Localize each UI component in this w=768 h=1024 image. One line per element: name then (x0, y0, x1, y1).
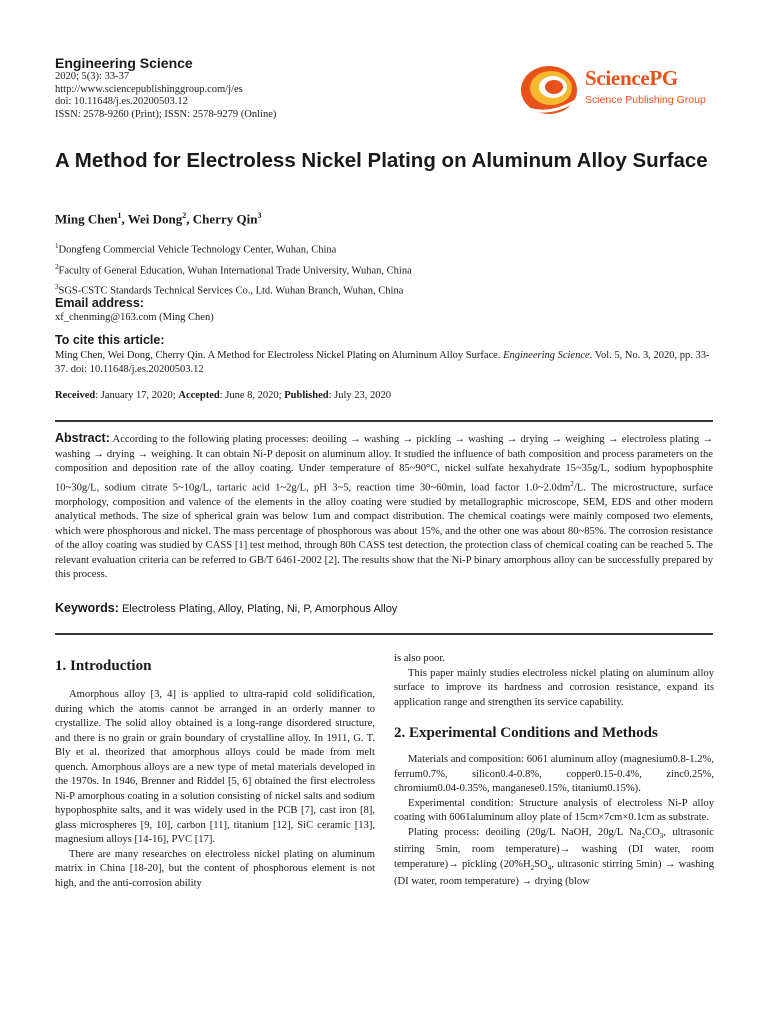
paragraph: There are many researches on electroless nickel plating on aluminum matrix in China [18-20], but the content of phosphorous element is not high, and the anti-corrosion ability (55, 848, 375, 889)
affiliation-sup: 3 (55, 283, 59, 291)
journal-doi: doi: 10.11648/j.es.20200503.12 (55, 96, 188, 107)
paragraph-part: , ultrasonic stirring 5min) → washing (DI water, room temperature) → drying (blow (394, 858, 714, 888)
paragraph: is also poor. (394, 653, 445, 664)
journal-issn: ISSN: 2578-9260 (Print); ISSN: 2578-9279 (Online) (55, 108, 277, 120)
abstract (55, 431, 713, 583)
section-heading: 2. Experimental Conditions and Methods (394, 725, 658, 741)
author-sup: 1 (117, 211, 122, 220)
abstract-sup: 2 (570, 479, 574, 488)
author-sup: 2 (182, 211, 187, 220)
paragraph-part: CO (645, 826, 660, 838)
author-name: Cherry Qin (192, 211, 258, 227)
logo-brand: SciencePG (585, 66, 678, 90)
section-heading: 1. Introduction (55, 658, 152, 674)
keywords (55, 601, 713, 615)
abstract-text: /L. The microstructure, surface morphology, composition and valence of the elements in the alloy coating were studied by metallographic microscope, SEM, EDS and other modern analytical methods. The size of spherical grain was below 1um and compact distribution. The chemical coatings were mainly composed two elements, which were phosphorous and nickel. The mass percentage of phosphorous was about 15%, and the other one was about 80~85%. The corrosion resistance of the alloy coating was studied by CASS [1] test method, through 80h CASS test detection, the protection class of chemical coating can be reached 5. The relevant evaluation criteria can be referred to GB/T 6461-2002 [2]. The results show that the Ni-P binary amorphous alloy can be successfully prepared by this process. (55, 482, 713, 581)
email-address[interactable]: xf_chenming@163.com (Ming Chen) (55, 312, 214, 323)
affiliation-text: SGS-CSTC Standards Technical Services Co., Ltd. Wuhan Branch, Wuhan, China (58, 285, 404, 297)
divider (55, 420, 713, 422)
accepted-label: Accepted (178, 390, 220, 401)
subscript: 2 (530, 863, 535, 872)
published-label: Published (284, 390, 329, 401)
journal-volume: 2020; 5(3): 33-37 (55, 71, 130, 82)
published-date: : July 23, 2020 (328, 390, 392, 401)
left-column (55, 652, 375, 891)
affiliation-sup: 1 (55, 242, 59, 250)
cite-heading: To cite this article: (55, 333, 165, 347)
citation-part: Ming Chen, Wei Dong, Cherry Qin. A Method for Electroless Nickel Plating on Aluminum Alloy Surface. (55, 350, 504, 361)
citation-text (55, 349, 715, 377)
keywords-text: Electroless Plating, Alloy, Plating, Ni, P, Amorphous Alloy (118, 603, 398, 615)
author-name: Wei Dong (127, 211, 183, 227)
affiliation (55, 238, 715, 259)
right-column (394, 652, 714, 890)
received-date: : January 17, 2020; (95, 390, 179, 401)
subscript: 4 (547, 863, 552, 872)
affiliations (55, 238, 715, 300)
paragraph: Amorphous alloy [3, 4] is applied to ultra-rapid cold solidification, during which the atoms cannot be arranged in an orderly manner to crystallize. The solid alloy obtained is a long-range disordered structure, and there is no grain or grain boundary of crystalline alloy. In 1911, G. T. Bly et al. theorized that amorphous alloys could be made from melt quench. Amorphous alloys are a new type of metal materials developed in the 1970s. In 1946, Brenner and Riddel [5, 6] obtained the first electroless Ni-P amorphous coating in a solution consisting of nickel salts and sodium hypophosphite salts, and it was widely used in the PCB [7], cast iron [8], glass microspheres [9, 10], carbon [11], titanium [12], SiC ceramic [13], magnesium alloys [14-16], PVC [17]. (55, 689, 375, 845)
citation-part: . Vol. 5, No. 3, 2020, pp. 33-37. doi: 10.11648/j.es.20200503.12 (55, 350, 710, 375)
paragraph-part: Plating process: deoiling (20g/L NaOH, 20g/L Na (408, 826, 642, 838)
affiliation-sup: 2 (55, 262, 59, 271)
abstract-text: According to the following plating processes: deoiling → washing → pickling → washing → drying → weighing → electroless plating → washing → drying → weighing. It can obtain Ni-P deposit on aluminum alloy. It studied the influence of bath composition and process parameters on the composition and deposition rate of the alloy coating. Under temperature of 85~90°C, nickel sulfate hexahydrate 15~35g/L, sodium hypophosphite 10~30g/L, sodium citrate 5~10g/L, tartaric acid 1~2g/L, pH 3~5, reaction time 30~60min, load factor 1.0~2.0dm (55, 434, 713, 494)
abstract-label: Abstract: (55, 431, 110, 445)
logo-subtitle: Science Publishing Group (585, 94, 706, 106)
affiliation (55, 259, 715, 280)
affiliation-text: Dongfeng Commercial Vehicle Technology Center, Wuhan, China (58, 244, 337, 256)
affiliation-text: Faculty of General Education, Wuhan International Trade University, Wuhan, China (58, 265, 412, 276)
journal-url[interactable]: http://www.sciencepublishinggroup.com/j/es (55, 83, 243, 95)
affiliation (55, 279, 715, 300)
received-label: Received (55, 390, 96, 401)
keywords-label: Keywords: (55, 601, 119, 615)
divider (55, 633, 713, 635)
paper-title: A Method for Electroless Nickel Plating on Aluminum Alloy Surface (55, 149, 708, 172)
accepted-date: : June 8, 2020; (219, 390, 285, 401)
author-name: Ming Chen (55, 211, 118, 227)
paragraph (394, 826, 714, 890)
paragraph-part: , ultrasonic stirring 5min, room temperature)→ washing (DI water, room temperature)→ pickling (20%H (394, 826, 714, 870)
citation-journal: Engineering Science (503, 350, 590, 361)
email-heading: Email address: (55, 296, 144, 310)
publisher-logo (515, 60, 715, 120)
logo-swirl-icon (515, 60, 579, 120)
subscript: 3 (659, 831, 664, 840)
journal-name: Engineering Science (55, 55, 193, 71)
paragraph-part: SO (534, 858, 548, 870)
paragraph: Materials and composition: 6061 aluminum alloy (magnesium0.8-1.2%, ferrum0.7%, silicon0.4-0.8%, copper0.15-0.4%, zinc0.25%, chromium0.04-0.35%, manganese0.15%, titanium0.15%). (394, 754, 714, 794)
author-sup: 3 (257, 211, 262, 220)
paragraph: Experimental condition: Structure analysis of electroless Ni-P alloy coating with 6061aluminum alloy plate of 15cm×7cm×0.1cm as substrate. (394, 797, 714, 823)
author-list: Ming Chen$^1$, Wei Dong$^2$, Cherry Qin$^3$ (55, 211, 262, 227)
paragraph: This paper mainly studies electroless nickel plating on aluminum alloy surface to improve its hardness and corrosion resistance, expand its application range and strengthen its service capability. (394, 667, 714, 708)
subscript: 2 (641, 831, 645, 840)
publication-dates (55, 390, 391, 401)
journal-header (55, 55, 475, 121)
